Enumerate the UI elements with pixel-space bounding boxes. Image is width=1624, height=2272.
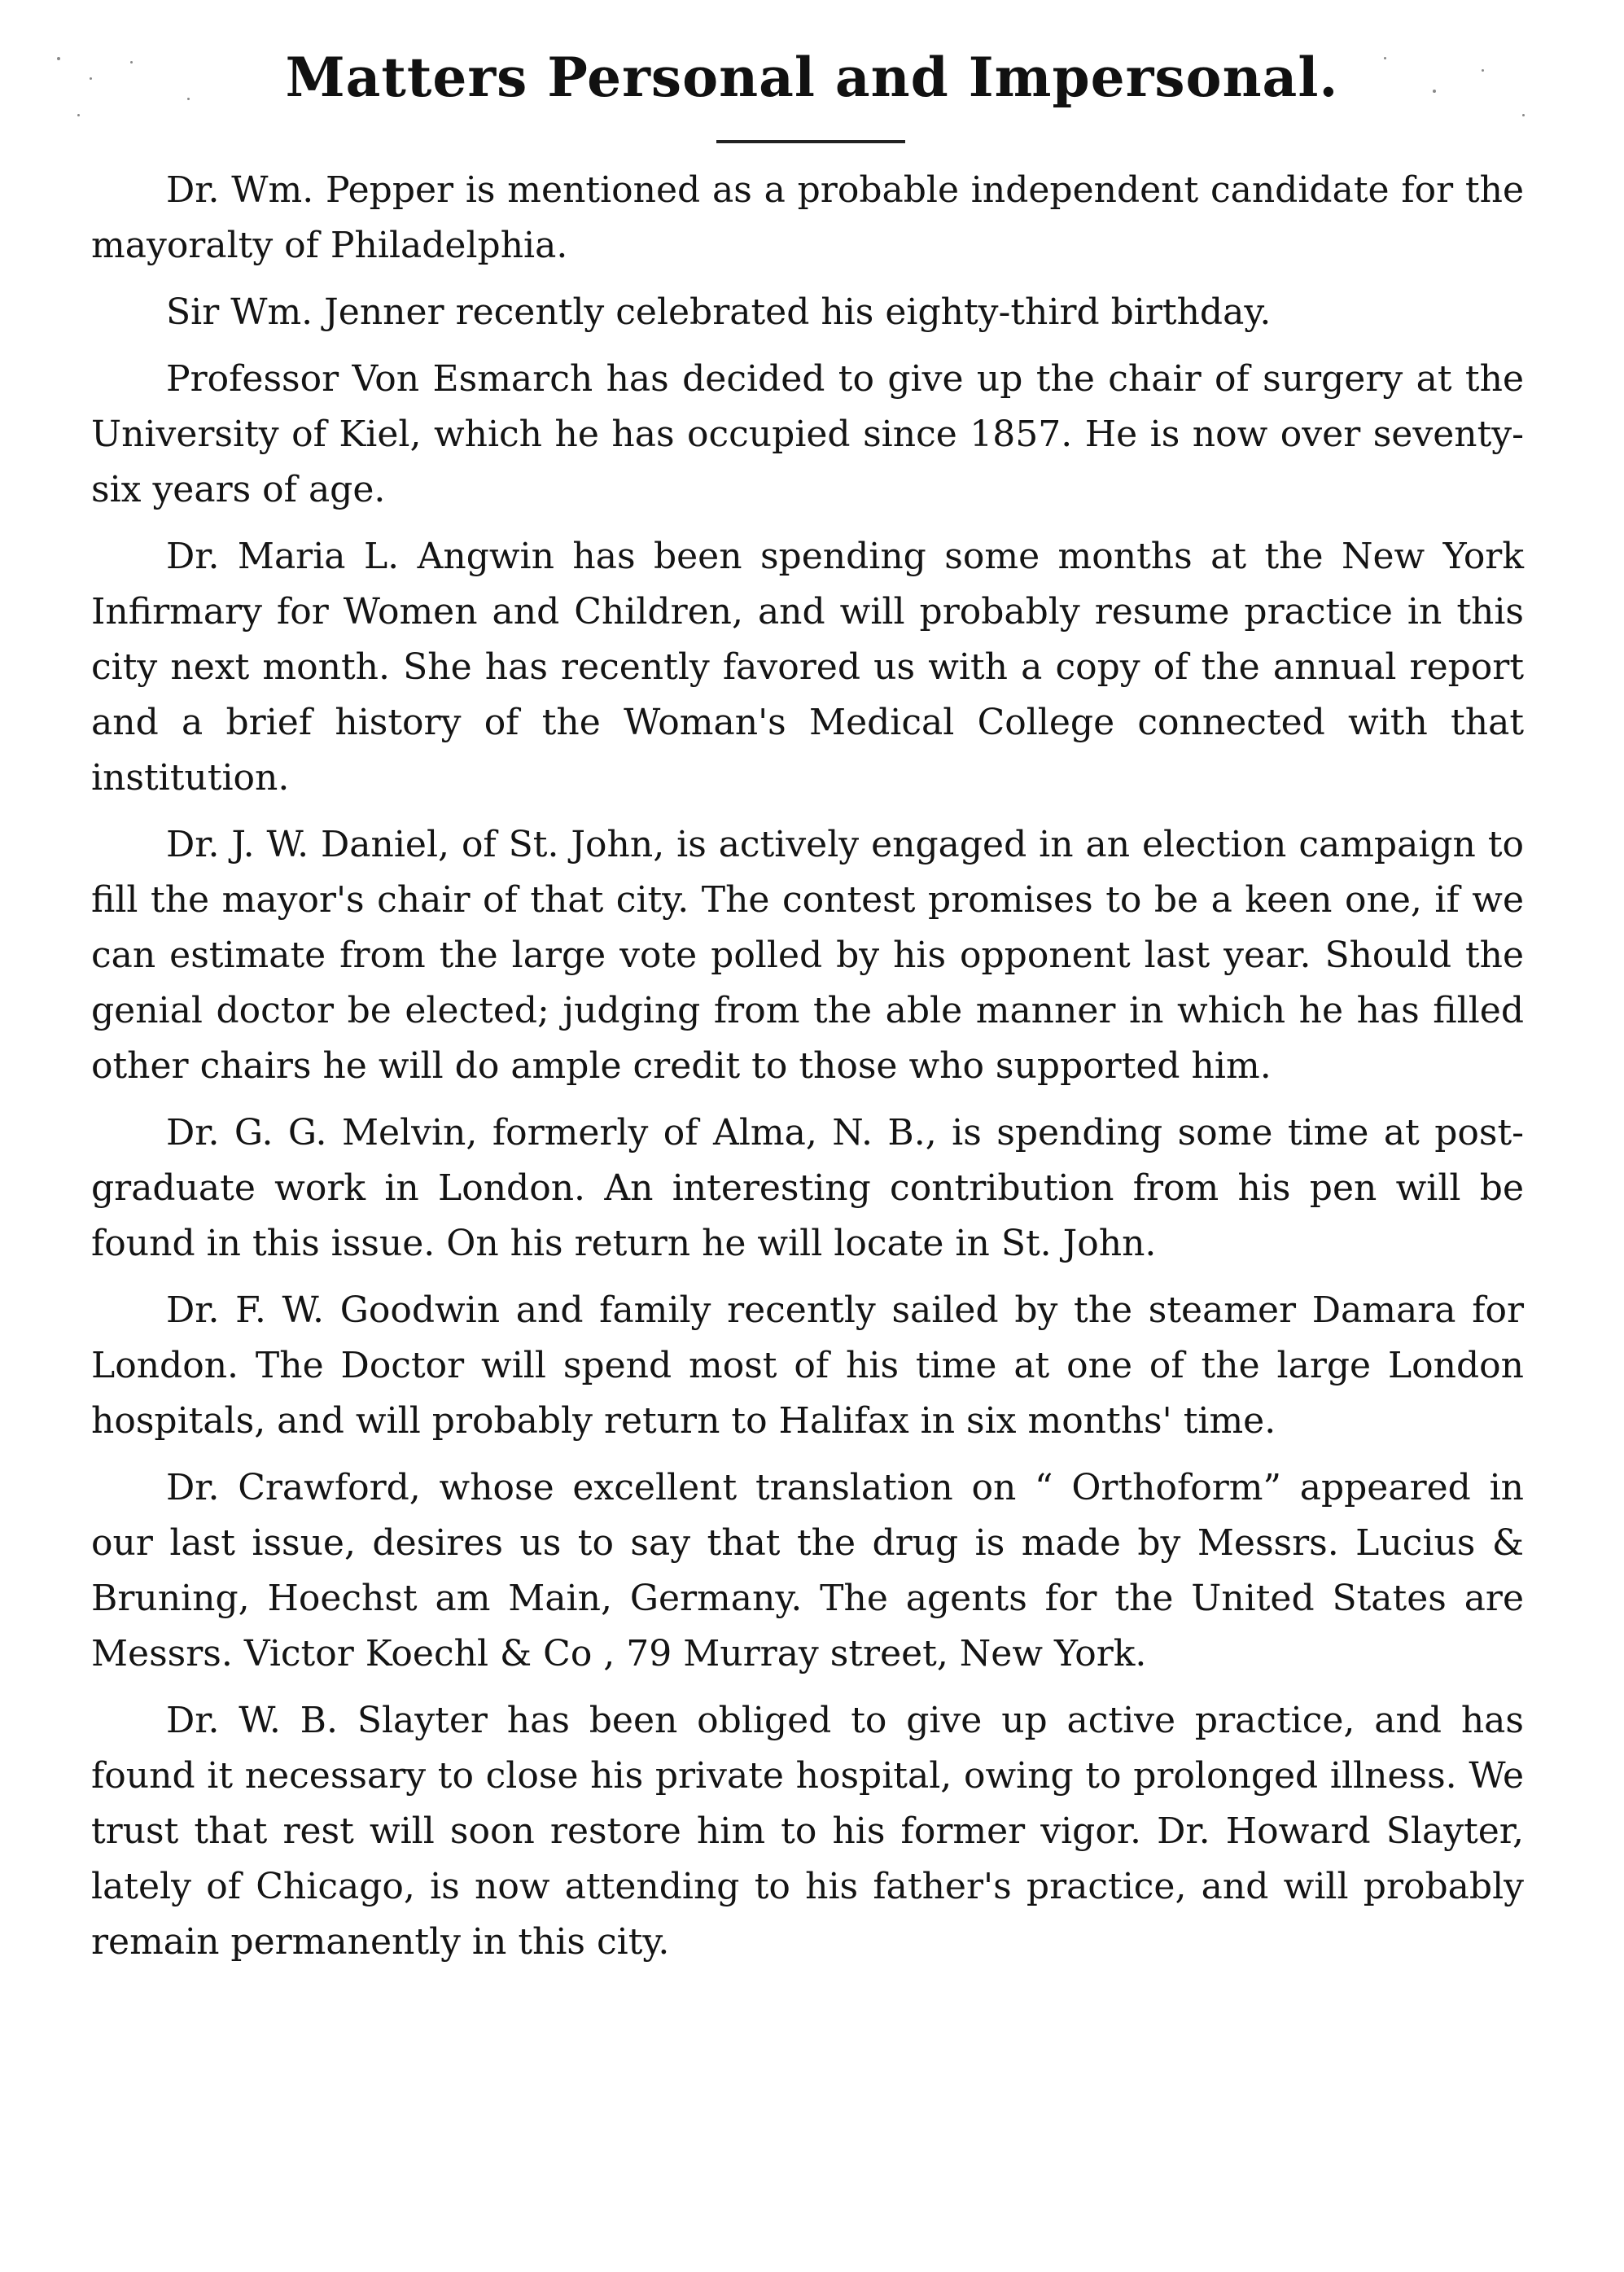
scan-speck [77, 114, 80, 116]
paragraph-jenner: Sir Wm. Jenner recently celebrated his eighty-third birthday. [166, 291, 1272, 333]
paragraph-angwin: Dr. Maria L. Angwin has been spending some months at the New York Infirmary for Women and Children, and will probably resume practice in this city next month. She has recently favored us with a copy of the annual report and a brief history of the Woman's Medical College connected with that institution. [91, 536, 1524, 799]
paragraph-slayter: Dr. W. B. Slayter has been obliged to give up active practice, and has found it necessary to close his private hospital, owing to prolonged illness. We trust that rest will soon restore him to his former vigor. Dr. Howard Slayter, lately of Chicago, is now attending to his father's practice, and will probably remain permanently in this city. [91, 1700, 1524, 1963]
scan-speck [1522, 114, 1525, 116]
paragraph-goodwin: Dr. F. W. Goodwin and family recently sailed by the steamer Damara for London. The Doctor will spend most of his time at one of the large London hospitals, and will probably return to Halifax in six months' time. [91, 1289, 1524, 1442]
paragraph-crawford: Dr. Crawford, whose excellent translation on “ Orthoform” appeared in our last issue, desires us to say that the drug is made by Messrs. Lucius & Bruning, Hoechst am Main, Germany. The agents for the United States are Messrs. Victor Koechl & Co , 79 Murray street, New York. [91, 1467, 1524, 1674]
paragraph-daniel: Dr. J. W. Daniel, of St. John, is actively engaged in an election campaign to fill the mayor's chair of that city. The contest promises to be a keen one, if we can estimate from the large vote polled by his opponent last year. Should the genial doctor be elected; judging from the able manner in which he has filled other chairs he will do ample credit to those who supported him. [91, 824, 1524, 1087]
paragraph-melvin: Dr. G. G. Melvin, formerly of Alma, N. B., is spending some time at post-graduate work in London. An interesting contribution from his pen will be found in this issue. On his return he will locate in St. John. [91, 1112, 1524, 1264]
title-divider [716, 140, 905, 143]
paragraph-pepper: Dr. Wm. Pepper is mentioned as a probable independent candidate for the mayoralty of Philadelphia. [91, 169, 1524, 266]
article-body [91, 163, 1524, 1981]
page-title: Matters Personal and Impersonal. [285, 46, 1339, 109]
paragraph-von-esmarch: Professor Von Esmarch has decided to give up the chair of surgery at the University of Kiel, which he has occupied since 1857. He is now over seventy-six years of age. [91, 358, 1524, 510]
